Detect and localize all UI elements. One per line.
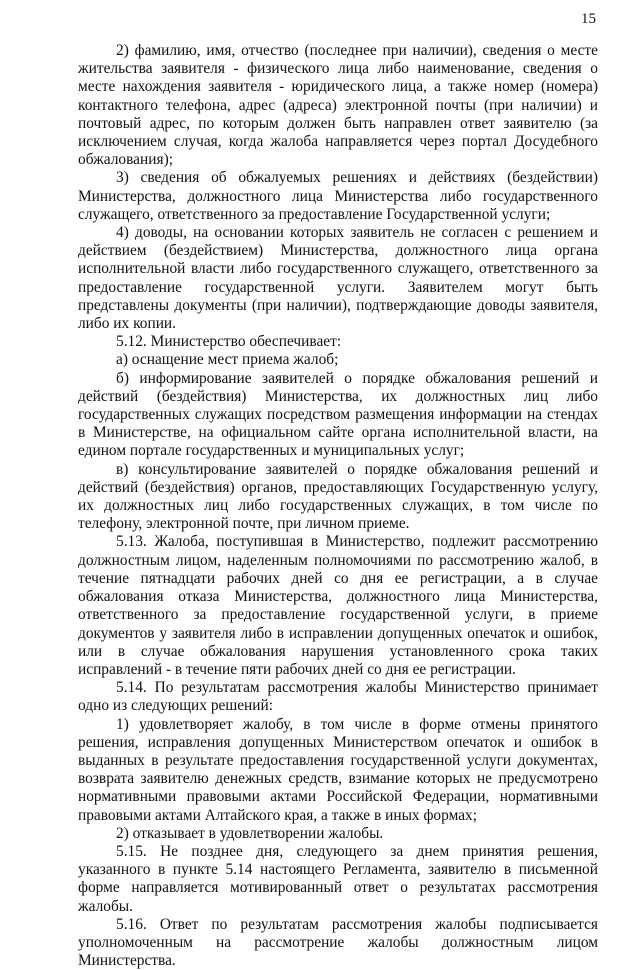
paragraph-5-13: 5.13. Жалоба, поступившая в Министерство, подлежит рассмотрению должностным лицом, наделенным полномочиями по рассмотрению жалоб, в течение пятнадцати рабочих дней со дня ее регистрации, а в случае обжалования отказа Министерства, должностного лица Министерства, ответственного за предоставление государственной услуги, в приеме документов у заявителя либо в исправлении допущенных опечаток и ошибок, или в случае обжалования нарушения установленного срока таких исправлений - в течение пяти рабочих дней со дня ее регистрации. [78, 533, 598, 678]
paragraph-5-12-v: в) консультирование заявителей о порядке обжалования решений и действий (бездействия) органов, предоставляющих Государственную услугу, их должностных лиц либо государственных служащих, в том числе по телефону, электронной почте, при личном приеме. [78, 460, 598, 533]
paragraph-5-15: 5.15. Не позднее дня, следующего за днем принятия решения, указанного в пункте 5.14 настоящего Регламента, заявителю в письменной форме направляется мотивированный ответ о результатах рассмотрения жалобы. [78, 842, 598, 915]
document-body [78, 42, 598, 970]
paragraph-5-12-heading: 5.12. Министерство обеспечивает: [116, 333, 342, 351]
paragraph-5-16: 5.16. Ответ по результатам рассмотрения жалобы подписывается уполномоченным на рассмотрение жалобы должностным лицом Министерства. [78, 915, 598, 970]
paragraph-5-14-item-1: 1) удовлетворяет жалобу, в том числе в форме отмены принятого решения, исправления допущенных Министерством опечаток и ошибок в выданных в результате предоставления государственной услуги документах, возврата заявителю денежных средств, взимание которых не предусмотрено нормативными правовыми актами Российской Федерации, нормативными правовыми актами Алтайского края, а также в иных формах; [78, 715, 598, 824]
paragraph-5-12-a: а) оснащение мест приема жалоб; [116, 351, 339, 369]
paragraph-5-14-heading: 5.14. По результатам рассмотрения жалобы Министерство принимает одно из следующих решений: [78, 679, 598, 715]
paragraph-item-2-applicant-details: 2) фамилию, имя, отчество (последнее при наличии), сведения о месте жительства заявителя - физического лица либо наименование, сведения о месте нахождения заявителя - юридического лица, а также номер (номера) контактного телефона, адрес (адреса) электронной почты (при наличии) и почтовый адрес, по которым должен быть направлен ответ заявителю (за исключением случая, когда жалоба направляется через портал Досудебного обжалования); [78, 42, 598, 169]
paragraph-item-3-appealed-decisions: 3) сведения об обжалуемых решениях и действиях (бездействии) Министерства, должностного лица Министерства либо государственного служащего, ответственного за предоставление Государственной услуги; [78, 169, 598, 223]
paragraph-item-4-arguments: 4) доводы, на основании которых заявитель не согласен с решением и действием (бездействием) Министерства, должностного лица органа исполнительной власти либо государственного служащего, ответственного за предоставление государственной услуги. Заявителем могут быть представлены документы (при наличии), подтверждающие доводы заявителя, либо их копии. [78, 224, 598, 333]
page-number: 15 [581, 11, 596, 27]
paragraph-5-12-b: б) информирование заявителей о порядке обжалования решений и действий (бездействия) Министерства, их должностных лиц либо государственных служащих посредством размещения информации на стендах в Министерстве, на официальном сайте органа исполнительной власти, на едином портале государственных и муниципальных услуг; [78, 369, 598, 460]
paragraph-5-14-item-2: 2) отказывает в удовлетворении жалобы. [116, 824, 384, 842]
